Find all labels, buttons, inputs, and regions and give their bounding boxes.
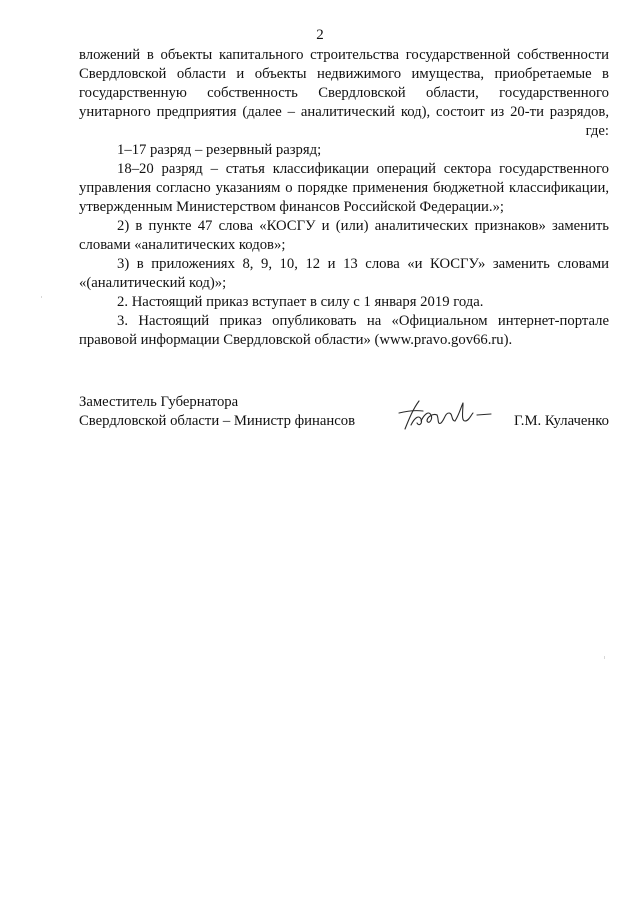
- page-number: 2: [316, 27, 324, 43]
- body-paragraph-appendices: 3) в приложениях 8, 9, 10, 12 и 13 слова «и КОСГУ» заменить словами «(аналитический код)»;: [79, 256, 609, 291]
- handwritten-signature: [397, 395, 493, 435]
- body-paragraph-continuation: вложений в объекты капитального строительства государственной собственности Свердловской области и объекты недвижимого имущества, приобретаемые в государственную собственность Свердловской области, государственного унитарного предприятия (далее – аналитический код), состоит из 20-ти разрядов, где:: [79, 47, 609, 139]
- body-paragraph-effective-date: 2. Настоящий приказ вступает в силу с 1 января 2019 года.: [117, 294, 484, 310]
- document-body: [79, 46, 609, 350]
- scan-mark: [41, 296, 42, 298]
- signatory-name: Г.М. Кулаченко: [513, 413, 609, 429]
- body-paragraph-publication: 3. Настоящий приказ опубликовать на «Официальном интернет-портале правовой информации Свердловской области» (www.pravo.gov66.ru).: [79, 313, 609, 348]
- signatory-title-line-2: Свердловской области – Министр финансов: [79, 413, 356, 429]
- body-paragraph-item-47: 2) в пункте 47 слова «КОСГУ и (или) аналитических признаков» заменить словами «аналитических кодов»;: [79, 218, 609, 253]
- signatory-title-line-1: Заместитель Губернатора: [79, 394, 239, 410]
- body-paragraph-kosgu-digits: 18–20 разряд – статья классификации операций сектора государственного управления согласно указаниям о порядке применения бюджетной классификации, утвержденным Министерством финансов Российской Федерации.»;: [79, 161, 609, 215]
- body-paragraph-reserve-digits: 1–17 разряд – резервный разряд;: [117, 142, 322, 158]
- scan-mark: [604, 656, 605, 659]
